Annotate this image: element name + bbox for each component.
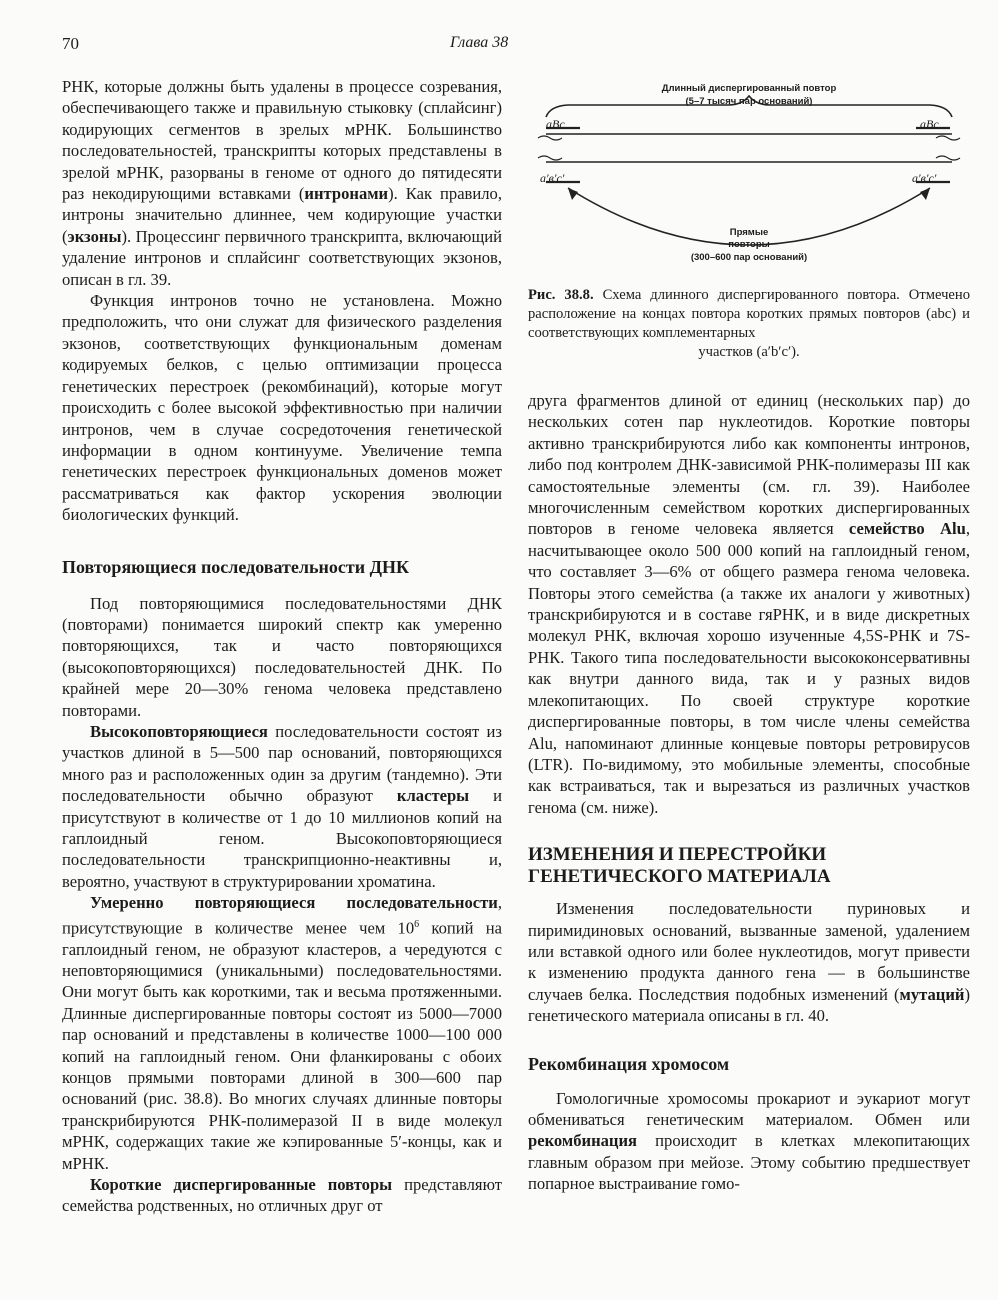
- figure-bottom-label-2: повторы: [728, 239, 770, 250]
- page-number: 70: [62, 34, 79, 53]
- term-introns: интронами: [304, 184, 389, 204]
- paragraph-short-repeats-cont: друга фрагментов длиной от единиц (нескольких пар) до нескольких сотен пар нуклеотидов. Короткие повторы активно транскрибируются либо как компоненты интронов, либо под контролем ДНК-зависимой РНК-полимеразы III как самостоятельные элементы (см. гл. 39). Наиболее многочисленным семейством коротких диспергированных повторов в геноме человека является семейство Alu, насчитывающее около 500 000 копий на гаплоидный геном, что составляет 3—6% от общего размера генома человека. Повторы этого семейства (а также их аналоги у животных) транскрибируются и в составе гяРНК, и в виде дискретных молекул РНК, включая хорошо изученные 4,5S-РНК и 7S-РНК. Такого типа последовательности высококонсервативны как внутри данного вида, так и у разных видов млекопитающих. По своей структуре короткие диспергированные повторы, в том числе члены семейства Alu, напоминают длинные концевые повторы ретровирусов (LTR). По-видимому, это мобильные элементы, способные как встраиваться, так и вырезаться из различных участков генома (см. ниже).: [528, 391, 970, 817]
- section-heading-repeats: Повторяющиеся последовательности ДНК: [62, 556, 410, 577]
- term-exons: экзоны: [67, 226, 122, 246]
- running-head: Глава 38: [450, 34, 509, 51]
- figure-bottom-sublabel: (300–600 пар оснований): [690, 252, 808, 263]
- paragraph-repeats-intro: Под повторяющимися последовательностями ДНК (повторами) понимается широкий спектр как умеренно повторяющихся, так и часто повторяющихся (высокоповторяющихся) последовательностей ДНК. По крайней мере 20—30% генома человека представлено повторами.: [62, 593, 502, 720]
- figure-top-sublabel: (5–7 тысяч пар оснований): [685, 96, 813, 107]
- figure-bottom-label-1: Прямые: [729, 227, 769, 238]
- figure-top-label: Длинный диспергированный повтор: [661, 83, 837, 94]
- paragraph-introns: РНК, которые должны быть удалены в процессе созревания, обеспечивающего также и правильную стыковку (сплайсинг) кодирующих сегментов в зрелых мРНК. Большинство последовательностей, транскрипты которых представлены в зрелой мРНК, разорваны в геноме от одного до пятидесяти раз некодирующими вставками (интронами). Как правило, интроны значительно длиннее, чем кодирующие участки (экзоны). Процессинг первичного транскрипта, включающий удаление интронов и сплайсинг соответствующих экзонов, описан в гл. 39.: [62, 77, 502, 289]
- right-column: [528, 72, 970, 1195]
- paragraph-mutations: Изменения последовательности пуриновых и пиримидиновых оснований, вызванные заменой, удалением или вставкой одного или более нуклеотидов, могут привести к изменению продукта данного гена — в большинстве случаев белка. Последствия подобных изменений (мутаций) генетического материала описаны в гл. 40.: [528, 899, 970, 1026]
- label-complement-right: a′в′c′: [912, 171, 937, 185]
- figure-38-8: [528, 72, 970, 272]
- section-heading-changes: ИЗМЕНЕНИЯ И ПЕРЕСТРОЙКИ ГЕНЕТИЧЕСКОГО МАТЕРИАЛА: [528, 844, 831, 888]
- page-header: [0, 28, 998, 56]
- label-abc-right: aBc: [920, 117, 939, 131]
- label-abc-left: aBc: [546, 117, 565, 131]
- figure-caption: Рис. 38.8. Схема длинного диспергированного повтора. Отмечено расположение на концах повтора коротких прямых повторов (abc) и соответствующих комплементарных участков (a′b′c′).: [528, 287, 970, 360]
- term-alu: семейство Alu: [848, 519, 966, 539]
- paragraph-moderately-repetitive: Умеренно повторяющиеся последовательности, присутствующие в количестве менее чем $10^6$ копий на гаплоидный геном, не образуют кластеров, а чередуются с неповторяющимися (уникальными) последовательностями. Они могут быть как короткими, так и весьма протяженными. Длинные диспергированные повторы состоят из 5000—7000 пар оснований и представлены в количестве 1000—100 000 копий на гаплоидный геном. Они фланкированы с обоих концов прямыми повторами длиной в 300—600 пар оснований (рис. 38.8). Во многих случаях длинные повторы транскрибируются РНК-полимеразой II в виде молекул мРНК, содержащих такие же кэпированные 5′-концы, как и мРНК.: [62, 893, 503, 1173]
- paragraph-intron-function: Функция интронов точно не установлена. Можно предположить, что они служат для физического разделения экзонов, соответствующих функциональным доменам кодируемых белков, с целью оптимизации процесса генетических перестроек (рекомбинаций), которые могут происходить с более высокой эффективностью при наличии интронов, чем в случае сосредоточения генетической информации в одном континууме. Увеличение темпа генетических перестроек функциональных доменов может рассматриваться как фактор ускорения эволюции биологических функций.: [62, 291, 502, 525]
- section-heading-recombination: Рекомбинация хромосом: [528, 1053, 730, 1074]
- label-complement-left: a′в′c′: [540, 171, 565, 185]
- paragraph-highly-repetitive: Высокоповторяющиеся последовательности состоят из участков длиной в 5—500 пар оснований, повторяющихся много раз и расположенных один за другим (тандемно). Эти последовательности обычно образуют кластеры и присутствуют в количестве от 1 до 10 миллионов копий на гаплоидный геном. Высокоповторяющиеся последовательности транскрипционно-неактивны и, вероятно, участвуют в структурировании хроматина.: [62, 721, 502, 891]
- left-column: [62, 76, 502, 1217]
- paragraph-short-dispersed: Короткие диспергированные повторы представляют семейства родственных, но отличных друг от: [62, 1175, 502, 1216]
- paragraph-recombination: Гомологичные хромосомы прокариот и эукариот могут обмениваться генетическим материалом. Обмен или рекомбинация происходит в клетках млекопитающих главным образом при мейозе. Этому событию предшествует попарное выстраивание гомо-: [528, 1088, 970, 1194]
